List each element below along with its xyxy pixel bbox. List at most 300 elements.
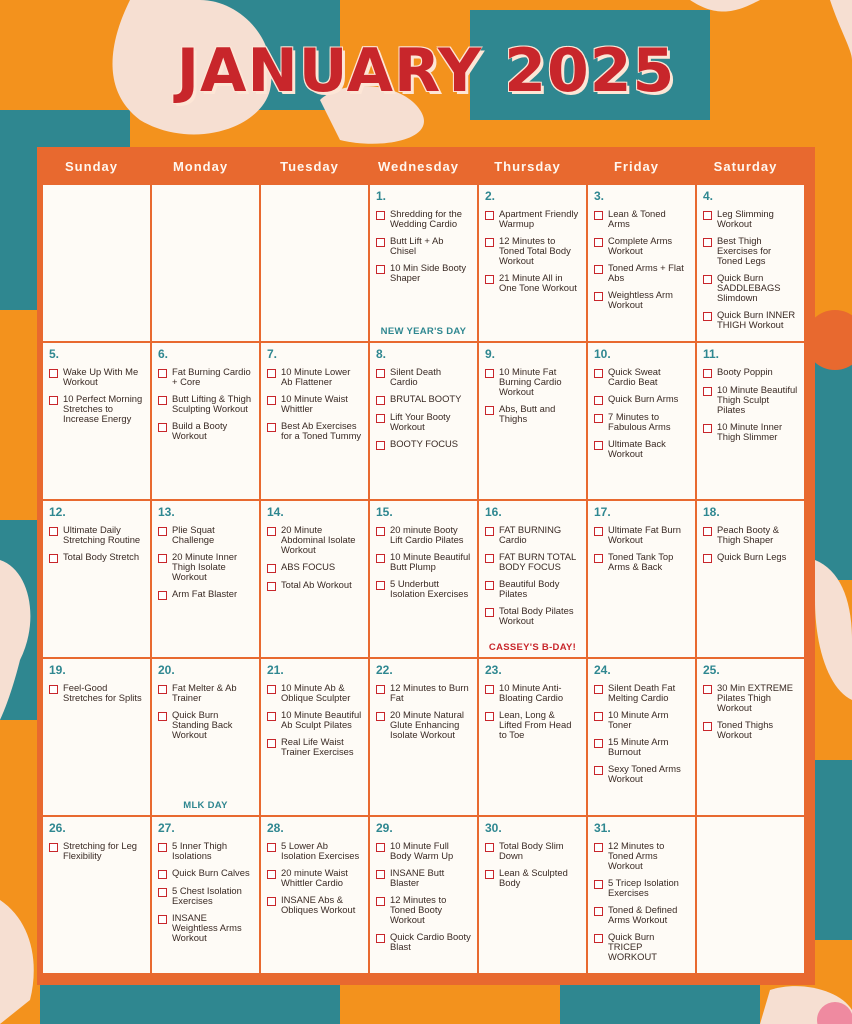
workout-item[interactable] (158, 886, 253, 906)
checkbox[interactable] (703, 722, 712, 731)
workout-item[interactable] (594, 525, 689, 545)
checkbox[interactable] (594, 441, 603, 450)
day-cell (261, 343, 368, 499)
workout-item[interactable] (594, 878, 689, 898)
workout-label: FAT BURNING Cardio (499, 524, 562, 545)
checkbox[interactable] (376, 369, 385, 378)
checkbox[interactable] (49, 396, 58, 405)
workout-item[interactable] (49, 367, 144, 387)
checkbox[interactable] (267, 870, 276, 879)
checkbox[interactable] (485, 685, 494, 694)
workout-item[interactable] (703, 209, 798, 229)
workout-item[interactable] (158, 868, 253, 879)
day-number: 17. (594, 505, 611, 519)
checkbox[interactable] (703, 369, 712, 378)
checkbox[interactable] (594, 685, 603, 694)
workout-item[interactable] (158, 394, 253, 414)
workout-label: 12 Minutes to Toned Arms Workout (608, 840, 665, 871)
checkbox[interactable] (594, 396, 603, 405)
workout-item[interactable] (267, 394, 362, 414)
workout-item[interactable] (485, 404, 580, 424)
checkbox[interactable] (703, 424, 712, 433)
checkbox[interactable] (376, 211, 385, 220)
workout-item[interactable] (485, 367, 580, 397)
workout-item[interactable] (376, 394, 471, 405)
workout-label: 10 Minute Waist Whittler (281, 393, 348, 414)
checkbox[interactable] (703, 312, 712, 321)
checkbox[interactable] (376, 238, 385, 247)
workout-label: Wake Up With Me Workout (63, 366, 139, 387)
checkbox[interactable] (267, 685, 276, 694)
workout-item[interactable] (485, 525, 580, 545)
workout-label: Butt Lift + Ab Chisel (390, 235, 444, 256)
workout-label: 10 Min Side Booty Shaper (390, 262, 467, 283)
day-number: 16. (485, 505, 502, 519)
day-cell (697, 185, 804, 341)
workout-item[interactable] (703, 273, 798, 303)
workout-item[interactable] (485, 552, 580, 572)
workout-item[interactable] (376, 579, 471, 599)
day-cell (43, 501, 150, 657)
checkbox[interactable] (376, 581, 385, 590)
checkbox[interactable] (485, 275, 494, 284)
workout-label: 10 Minute Beautiful Butt Plump (390, 551, 471, 572)
checkbox[interactable] (594, 238, 603, 247)
workout-label: Lean & Toned Arms (608, 208, 666, 229)
day-number: 11. (703, 347, 720, 361)
workout-item[interactable] (485, 868, 580, 888)
workout-item[interactable] (158, 589, 253, 600)
workout-item[interactable] (376, 710, 471, 740)
workout-item[interactable] (485, 683, 580, 703)
workout-label: 12 Minutes to Toned Booty Workout (390, 894, 447, 925)
day-cell (588, 659, 695, 815)
workout-item[interactable] (267, 841, 362, 861)
day-cell (370, 659, 477, 815)
workout-label: 10 Minute Inner Thigh Slimmer (717, 421, 783, 442)
day-cell (588, 817, 695, 973)
workout-label: 7 Minutes to Fabulous Arms (608, 411, 671, 432)
workout-item[interactable] (267, 367, 362, 387)
workout-label: 5 Tricep Isolation Exercises (608, 877, 679, 898)
checkbox[interactable] (485, 527, 494, 536)
day-cell (479, 343, 586, 499)
workout-label: Real Life Waist Trainer Exercises (281, 736, 354, 757)
checkbox[interactable] (594, 211, 603, 220)
workout-label: Stretching for Leg Flexibility (63, 840, 138, 861)
workout-item[interactable] (594, 552, 689, 572)
workout-item[interactable] (594, 412, 689, 432)
workout-label: 10 Minute Anti-Bloating Cardio (499, 682, 564, 703)
checkbox[interactable] (158, 712, 167, 721)
workout-item[interactable] (594, 209, 689, 229)
checkbox[interactable] (485, 211, 494, 220)
day-number: 5. (49, 347, 60, 361)
workout-label: Toned & Defined Arms Workout (608, 904, 678, 925)
day-number: 1. (376, 189, 387, 203)
holiday-note: CASSEY'S B-DAY! (488, 642, 577, 653)
checkbox[interactable] (594, 527, 603, 536)
workout-item[interactable] (376, 932, 471, 952)
day-cell (370, 343, 477, 499)
day-number: 31. (594, 821, 611, 835)
workout-item[interactable] (594, 764, 689, 784)
workout-item[interactable] (267, 421, 362, 441)
day-number: 10. (594, 347, 611, 361)
workout-item[interactable] (376, 439, 471, 450)
workout-item[interactable] (267, 525, 362, 555)
workout-item[interactable] (485, 236, 580, 266)
day-cell (588, 185, 695, 341)
workout-item[interactable] (594, 394, 689, 405)
checkbox[interactable] (594, 907, 603, 916)
workout-label: 30 Min EXTREME Pilates Thigh Workout (717, 682, 794, 713)
day-cell (261, 501, 368, 657)
workout-item[interactable] (49, 841, 144, 861)
calendar (37, 147, 815, 985)
checkbox[interactable] (158, 843, 167, 852)
day-cell (588, 501, 695, 657)
workout-label: Quick Burn INNER THIGH Workout (717, 309, 796, 330)
checkbox[interactable] (158, 915, 167, 924)
empty-day-cell (261, 185, 368, 341)
checkbox[interactable] (158, 888, 167, 897)
workout-label: 20 minute Waist Whittler Cardio (281, 867, 348, 888)
day-cell (43, 817, 150, 973)
day-cell (697, 343, 804, 499)
empty-day-cell (697, 817, 804, 973)
checkbox[interactable] (485, 369, 494, 378)
workout-item[interactable] (267, 895, 362, 915)
workout-item[interactable] (594, 367, 689, 387)
workout-item[interactable] (267, 737, 362, 757)
workout-label: Toned Arms + Flat Abs (608, 262, 684, 283)
workout-label: Ultimate Back Workout (608, 438, 666, 459)
checkbox[interactable] (158, 369, 167, 378)
day-cell (370, 817, 477, 973)
day-cell (152, 343, 259, 499)
checkbox[interactable] (267, 564, 276, 573)
workout-item[interactable] (158, 683, 253, 703)
checkbox[interactable] (703, 387, 712, 396)
workout-item[interactable] (594, 737, 689, 757)
workout-label: Quick Burn Standing Back Workout (172, 709, 233, 740)
checkbox[interactable] (267, 527, 276, 536)
workout-item[interactable] (485, 209, 580, 229)
workout-item[interactable] (703, 236, 798, 266)
day-number: 7. (267, 347, 278, 361)
checkbox[interactable] (594, 739, 603, 748)
day-number: 23. (485, 663, 502, 677)
workout-item[interactable] (49, 552, 144, 563)
workout-item[interactable] (267, 562, 362, 573)
checkbox[interactable] (594, 554, 603, 563)
holiday-note: NEW YEAR'S DAY (380, 326, 467, 337)
checkbox[interactable] (267, 369, 276, 378)
workout-item[interactable] (376, 841, 471, 861)
workout-item[interactable] (158, 525, 253, 545)
workout-label: Plie Squat Challenge (172, 524, 215, 545)
workout-label: Best Ab Exercises for a Toned Tummy (281, 420, 362, 441)
workout-item[interactable] (158, 367, 253, 387)
workout-item[interactable] (594, 841, 689, 871)
workout-item[interactable] (376, 263, 471, 283)
checkbox[interactable] (594, 292, 603, 301)
checkbox[interactable] (594, 265, 603, 274)
workout-label: Total Ab Workout (281, 579, 352, 590)
workout-label: Lean & Sculpted Body (499, 867, 568, 888)
workout-label: Quick Burn Arms (608, 393, 679, 404)
checkbox[interactable] (485, 238, 494, 247)
checkbox[interactable] (267, 712, 276, 721)
weekday-monday: Monday (172, 158, 229, 174)
workout-item[interactable] (376, 367, 471, 387)
checkbox[interactable] (703, 685, 712, 694)
workout-label: Toned Tank Top Arms & Back (608, 551, 674, 572)
workout-label: INSANE Weightless Arms Workout (172, 912, 242, 943)
workout-item[interactable] (158, 913, 253, 943)
workout-label: BRUTAL BOOTY (390, 393, 462, 404)
workout-item[interactable] (158, 421, 253, 441)
checkbox[interactable] (158, 396, 167, 405)
workout-item[interactable] (485, 841, 580, 861)
workout-label: Sexy Toned Arms Workout (608, 763, 681, 784)
workout-label: Lift Your Booty Workout (390, 411, 451, 432)
workout-item[interactable] (158, 841, 253, 861)
checkbox[interactable] (376, 843, 385, 852)
workout-item[interactable] (703, 720, 798, 740)
workout-label: 5 Chest Isolation Exercises (172, 885, 242, 906)
day-number: 6. (158, 347, 169, 361)
checkbox[interactable] (267, 396, 276, 405)
day-cell (370, 501, 477, 657)
workout-item[interactable] (267, 580, 362, 591)
holiday-note: MLK DAY (183, 800, 228, 811)
checkbox[interactable] (485, 406, 494, 415)
day-number: 15. (376, 505, 393, 519)
day-number: 4. (703, 189, 714, 203)
workout-item[interactable] (376, 683, 471, 703)
workout-label: 20 minute Booty Lift Cardio Pilates (390, 524, 464, 545)
workout-item[interactable] (485, 273, 580, 293)
workout-item[interactable] (376, 525, 471, 545)
workout-item[interactable] (267, 868, 362, 888)
workout-item[interactable] (267, 683, 362, 703)
workout-label: 10 Minute Beautiful Thigh Sculpt Pilates (717, 384, 798, 415)
checkbox[interactable] (594, 712, 603, 721)
workout-label: INSANE Butt Blaster (390, 867, 445, 888)
workout-label: Silent Death Fat Melting Cardio (608, 682, 676, 703)
workout-label: 10 Minute Ab & Oblique Sculpter (281, 682, 351, 703)
workout-label: Fat Melter & Ab Trainer (172, 682, 237, 703)
workout-item[interactable] (594, 290, 689, 310)
workout-label: Quick Cardio Booty Blast (390, 931, 471, 952)
day-number: 3. (594, 189, 605, 203)
workout-item[interactable] (49, 683, 144, 703)
workout-item[interactable] (594, 236, 689, 256)
workout-item[interactable] (703, 552, 798, 563)
workout-item[interactable] (376, 552, 471, 572)
day-cell (697, 501, 804, 657)
workout-item[interactable] (485, 710, 580, 740)
checkbox[interactable] (485, 843, 494, 852)
workout-label: Total Body Stretch (63, 551, 140, 562)
day-number: 20. (158, 663, 175, 677)
workout-item[interactable] (703, 683, 798, 713)
checkbox[interactable] (49, 527, 58, 536)
workout-label: Shredding for the Wedding Cardio (390, 208, 462, 229)
workout-item[interactable] (376, 868, 471, 888)
weekday-saturday: Saturday (713, 158, 778, 174)
workout-label: Ultimate Fat Burn Workout (608, 524, 681, 545)
checkbox[interactable] (703, 238, 712, 247)
workout-item[interactable] (703, 367, 798, 378)
day-number: 14. (267, 505, 284, 519)
checkbox[interactable] (594, 414, 603, 423)
checkbox[interactable] (376, 554, 385, 563)
checkbox[interactable] (49, 369, 58, 378)
day-cell (43, 343, 150, 499)
checkbox[interactable] (267, 843, 276, 852)
checkbox[interactable] (49, 685, 58, 694)
checkbox[interactable] (158, 423, 167, 432)
checkbox[interactable] (376, 685, 385, 694)
workout-item[interactable] (376, 895, 471, 925)
checkbox[interactable] (485, 608, 494, 617)
checkbox[interactable] (267, 739, 276, 748)
day-number: 29. (376, 821, 393, 835)
checkbox[interactable] (49, 843, 58, 852)
checkbox[interactable] (376, 934, 385, 943)
day-number: 30. (485, 821, 502, 835)
checkbox[interactable] (376, 396, 385, 405)
workout-label: Complete Arms Workout (608, 235, 673, 256)
checkbox[interactable] (267, 582, 276, 591)
checkbox[interactable] (158, 591, 167, 600)
workout-item[interactable] (594, 439, 689, 459)
checkbox[interactable] (594, 766, 603, 775)
workout-item[interactable] (594, 932, 689, 962)
day-number: 25. (703, 663, 720, 677)
day-cell (43, 659, 150, 815)
day-cell (479, 501, 586, 657)
day-cell (261, 659, 368, 815)
day-cell (479, 185, 586, 341)
day-number: 13. (158, 505, 175, 519)
workout-item[interactable] (594, 710, 689, 730)
workout-item[interactable] (594, 683, 689, 703)
page-title: JANUARY 2025 (176, 36, 676, 106)
day-number: 2. (485, 189, 496, 203)
checkbox[interactable] (703, 527, 712, 536)
day-number: 12. (49, 505, 66, 519)
checkbox[interactable] (376, 265, 385, 274)
workout-item[interactable] (49, 394, 144, 424)
workout-item[interactable] (703, 385, 798, 415)
checkbox[interactable] (703, 211, 712, 220)
checkbox[interactable] (594, 843, 603, 852)
workout-item[interactable] (376, 209, 471, 229)
checkbox[interactable] (376, 712, 385, 721)
checkbox[interactable] (594, 934, 603, 943)
weekday-tuesday: Tuesday (280, 158, 339, 174)
checkbox[interactable] (158, 527, 167, 536)
checkbox[interactable] (158, 685, 167, 694)
workout-label: 15 Minute Arm Burnout (608, 736, 669, 757)
workout-item[interactable] (158, 552, 253, 582)
workout-item[interactable] (49, 525, 144, 545)
workout-label: Best Thigh Exercises for Toned Legs (717, 235, 772, 266)
day-number: 28. (267, 821, 284, 835)
checkbox[interactable] (158, 870, 167, 879)
checkbox[interactable] (49, 554, 58, 563)
checkbox[interactable] (376, 897, 385, 906)
day-number: 9. (485, 347, 496, 361)
workout-item[interactable] (485, 579, 580, 599)
workout-item[interactable] (376, 412, 471, 432)
workout-item[interactable] (703, 422, 798, 442)
checkbox[interactable] (594, 880, 603, 889)
day-number: 27. (158, 821, 175, 835)
workout-label: ABS FOCUS (281, 561, 336, 572)
workout-label: 20 Minute Abdominal Isolate Workout (281, 524, 356, 555)
checkbox[interactable] (376, 527, 385, 536)
workout-item[interactable] (267, 710, 362, 730)
workout-label: Beautiful Body Pilates (499, 578, 560, 599)
checkbox[interactable] (485, 554, 494, 563)
workout-item[interactable] (703, 310, 798, 330)
workout-item[interactable] (594, 905, 689, 925)
day-number: 19. (49, 663, 66, 677)
checkbox[interactable] (594, 369, 603, 378)
workout-item[interactable] (703, 525, 798, 545)
checkbox[interactable] (485, 581, 494, 590)
checkbox[interactable] (703, 275, 712, 284)
checkbox[interactable] (376, 414, 385, 423)
workout-item[interactable] (158, 710, 253, 740)
workout-label: Total Body Slim Down (499, 840, 564, 861)
day-cell (370, 185, 477, 341)
checkbox[interactable] (376, 870, 385, 879)
checkbox[interactable] (376, 441, 385, 450)
workout-label: Abs, Butt and Thighs (499, 403, 556, 424)
day-cell (152, 501, 259, 657)
workout-label: Lean, Long & Lifted From Head to Toe (499, 709, 572, 740)
workout-label: 10 Minute Full Body Warm Up (390, 840, 454, 861)
day-cell (152, 659, 259, 815)
workout-item[interactable] (594, 263, 689, 283)
day-number: 22. (376, 663, 393, 677)
day-number: 18. (703, 505, 720, 519)
checkbox[interactable] (485, 870, 494, 879)
checkbox[interactable] (485, 712, 494, 721)
workout-label: INSANE Abs & Obliques Workout (281, 894, 356, 915)
workout-item[interactable] (485, 606, 580, 626)
workout-item[interactable] (376, 236, 471, 256)
checkbox[interactable] (267, 897, 276, 906)
workout-label: 5 Inner Thigh Isolations (172, 840, 228, 861)
empty-day-cell (43, 185, 150, 341)
workout-label: 12 Minutes to Toned Total Body Workout (499, 235, 571, 266)
checkbox[interactable] (703, 554, 712, 563)
workout-label: 10 Perfect Morning Stretches to Increase Energy (63, 393, 143, 424)
workout-label: Quick Burn SADDLEBAGS Slimdown (717, 272, 781, 303)
workout-label: 20 Minute Inner Thigh Isolate Workout (172, 551, 238, 582)
workout-label: FAT BURN TOTAL BODY FOCUS (499, 551, 576, 572)
checkbox[interactable] (158, 554, 167, 563)
checkbox[interactable] (267, 423, 276, 432)
workout-label: Quick Burn TRICEP WORKOUT (608, 931, 657, 962)
